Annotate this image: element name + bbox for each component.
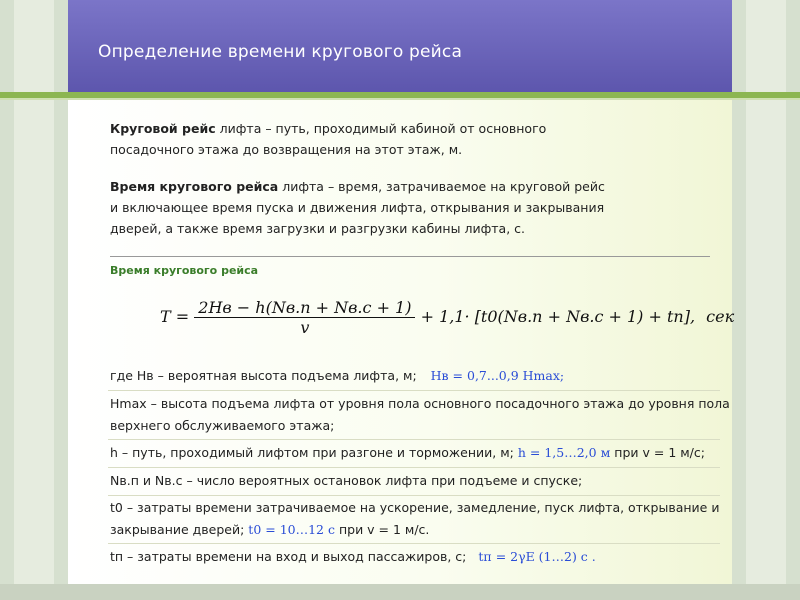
definition-hmax-line2: верхнего обслуживаемого этажа; <box>110 418 335 433</box>
intro-paragraph-2 <box>110 176 605 239</box>
definition-hmax-line1: Hmax – высота подъема лифта от уровня пола основного посадочного этажа до уровня пола <box>110 396 730 411</box>
definition-t0-value: t0 = 10…12 с <box>248 522 335 537</box>
slide-header <box>68 0 732 92</box>
section-heading: Время кругового рейса <box>110 264 259 277</box>
round-trip-formula <box>160 298 734 337</box>
formula-rhs: + 1,1· [t0(Nв.п + Nв.с + 1) + tп], <box>420 307 696 326</box>
p2-line1: лифта – время, затрачиваемое на круговой рейс <box>278 179 605 194</box>
formula-lhs: T = <box>160 307 190 326</box>
definition-separator <box>108 467 720 468</box>
formula-unit: сек <box>706 307 735 326</box>
definition-t0-line2a: закрывание дверей; <box>110 522 245 537</box>
term-round-trip-time: Время кругового рейса <box>110 179 279 194</box>
definition-hv-text: где Hв – вероятная высота подъема лифта, м; <box>110 368 417 383</box>
definition-n-text: Nв.п и Nв.с – число вероятных остановок лифта при подъеме и спуске; <box>110 473 583 488</box>
definition-h-tail: при v = 1 м/с; <box>614 445 705 460</box>
definition-separator <box>108 439 720 440</box>
term-round-trip: Круговой рейс <box>110 121 216 136</box>
definition-h-text: h – путь, проходимый лифтом при разгоне и торможении, м; <box>110 445 514 460</box>
formula-denominator: v <box>300 318 310 337</box>
left-margin-band <box>14 0 54 600</box>
formula-fraction <box>194 298 415 337</box>
definition-separator <box>108 495 720 496</box>
definition-tp-value: tп = 2γE (1…2) с . <box>478 549 596 564</box>
definition-hv <box>110 365 564 387</box>
bottom-bar <box>0 584 800 600</box>
p1-line1: лифта – путь, проходимый кабиной от основного <box>215 121 547 136</box>
right-margin-band <box>746 0 786 600</box>
definition-h-value: h = 1,5…2,0 м <box>517 445 611 460</box>
definition-t0 <box>110 497 719 541</box>
definition-t0-line2b: при v = 1 м/с. <box>338 522 430 537</box>
formula-numerator: 2Hв − h(Nв.п + Nв.с + 1) <box>194 298 415 318</box>
definition-hv-value: Hв = 0,7...0,9 Hmax; <box>430 368 565 383</box>
slide-title: Определение времени кругового рейса <box>98 42 463 62</box>
definition-tp-text: tп – затраты времени на вход и выход пассажиров, с; <box>110 549 467 564</box>
definition-separator <box>108 390 720 391</box>
p2-line2: и включающее время пуска и движения лифта, открывания и закрывания <box>110 200 605 215</box>
definition-t0-line1: t0 – затраты времени затрачиваемое на ускорение, замедление, пуск лифта, открывание и <box>110 500 720 515</box>
definition-n <box>110 470 582 492</box>
header-accent-line <box>0 98 800 100</box>
definition-h <box>110 442 705 464</box>
p1-line2: посадочного этажа до возвращения на этот этаж, м. <box>110 142 463 157</box>
p2-line3: дверей, а также время загрузки и разгрузки кабины лифта, с. <box>110 221 525 236</box>
definition-separator <box>108 543 720 544</box>
definition-tp <box>110 546 596 568</box>
section-divider <box>110 256 710 257</box>
intro-paragraph-1 <box>110 118 546 160</box>
definition-hmax <box>110 393 730 437</box>
